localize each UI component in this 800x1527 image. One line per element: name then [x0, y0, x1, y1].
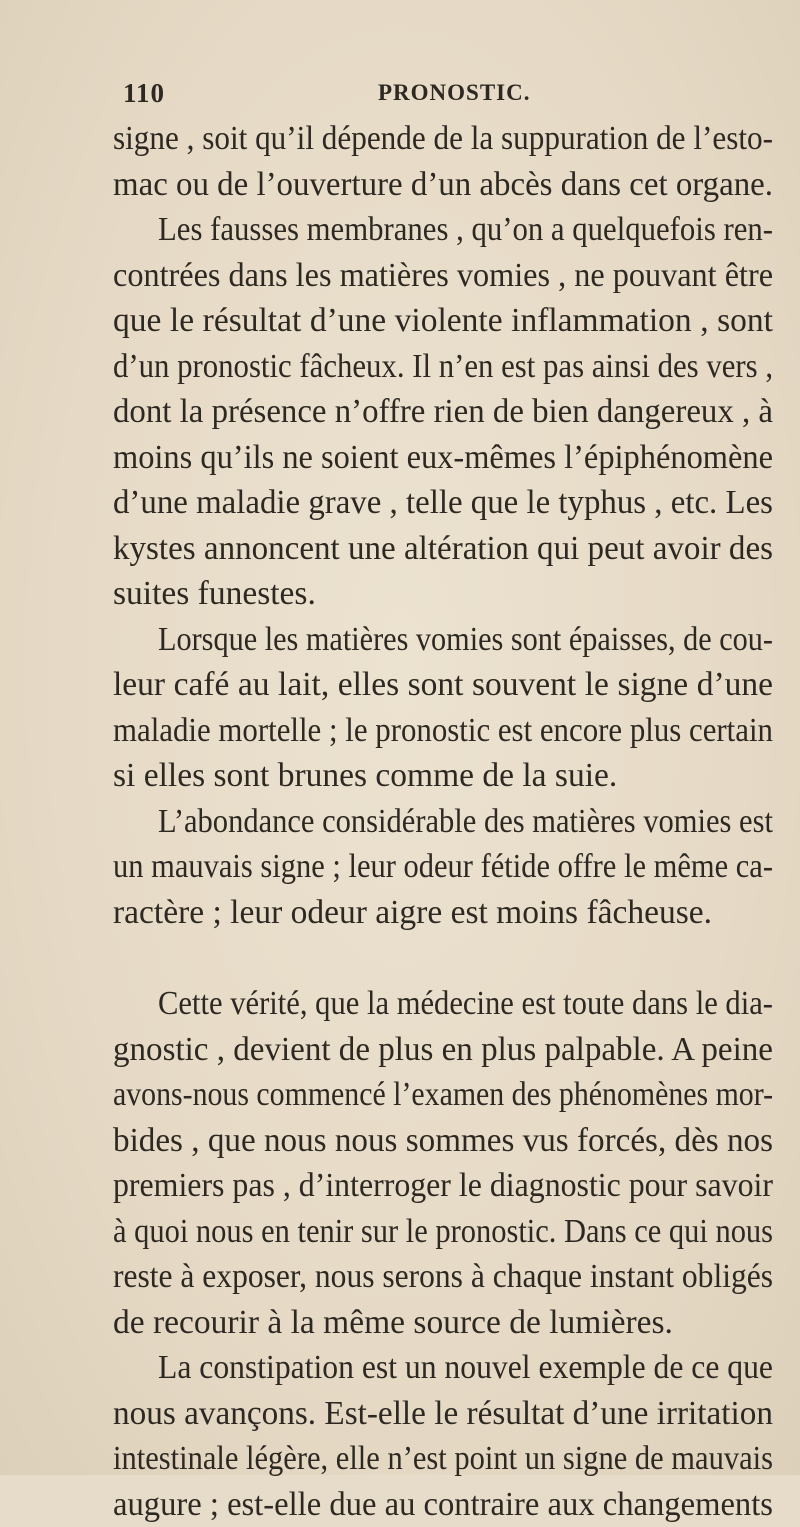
- paragraph-2: [113, 207, 773, 617]
- text-line: reste à exposer, nous serons à chaque instant obligés: [113, 1254, 773, 1300]
- paragraph-5: [113, 981, 773, 1345]
- text-line: d’une maladie grave , telle que le typhus , etc. Les: [113, 480, 773, 526]
- page-header: [111, 78, 711, 112]
- running-title: PRONOSTIC.: [378, 80, 531, 106]
- text-line: moins qu’ils ne soient eux-mêmes l’épiphénomène: [113, 435, 773, 481]
- text-line: gnostic , devient de plus en plus palpable. A peine: [113, 1027, 773, 1073]
- paragraph-4: [113, 799, 773, 936]
- text-line: un mauvais signe ; leur odeur fétide offre le même ca-: [113, 844, 773, 890]
- text-line: mac ou de l’ouverture d’un abcès dans cet organe.: [113, 162, 773, 208]
- text-line: nous avançons. Est-elle le résultat d’une irritation: [113, 1391, 773, 1437]
- text-line: dont la présence n’offre rien de bien dangereux , à: [113, 389, 773, 435]
- text-line: contrées dans les matières vomies , ne pouvant être: [113, 253, 773, 299]
- text-line: augure ; est-elle due au contraire aux changements: [113, 1482, 773, 1527]
- section-gap: [113, 935, 773, 981]
- text-line: ractère ; leur odeur aigre est moins fâcheuse.: [113, 890, 773, 936]
- paragraph-1: [113, 116, 773, 207]
- text-line: Lorsque les matières vomies sont épaisses, de cou-: [113, 617, 773, 663]
- text-line: avons-nous commencé l’examen des phénomènes mor-: [113, 1072, 773, 1118]
- text-line: suites funestes.: [113, 571, 773, 617]
- paragraph-6: [113, 1345, 773, 1527]
- text-line: Les fausses membranes , qu’on a quelquefois ren-: [113, 207, 773, 253]
- text-line: si elles sont brunes comme de la suie.: [113, 753, 773, 799]
- text-line: leur café au lait, elles sont souvent le signe d’une: [113, 662, 773, 708]
- text-line: premiers pas , d’interroger le diagnostic pour savoir: [113, 1163, 773, 1209]
- text-line: La constipation est un nouvel exemple de ce que: [113, 1345, 773, 1391]
- paragraph-3: [113, 617, 773, 799]
- text-line: L’abondance considérable des matières vomies est: [113, 799, 773, 845]
- text-line: que le résultat d’une violente inflammation , sont: [113, 298, 773, 344]
- text-line: signe , soit qu’il dépende de la suppuration de l’esto-: [113, 116, 773, 162]
- text-line: de recourir à la même source de lumières.: [113, 1300, 773, 1346]
- page-number: 110: [123, 78, 165, 109]
- text-line: Cette vérité, que la médecine est toute dans le dia-: [113, 981, 773, 1027]
- text-line: à quoi nous en tenir sur le pronostic. Dans ce qui nous: [113, 1209, 773, 1255]
- text-line: bides , que nous nous sommes vus forcés, dès nos: [113, 1118, 773, 1164]
- text-line: d’un pronostic fâcheux. Il n’en est pas ainsi des vers ,: [113, 344, 773, 390]
- text-line: intestinale légère, elle n’est point un signe de mauvais: [113, 1436, 773, 1482]
- body-text: [113, 116, 773, 1527]
- text-line: kystes annoncent une altération qui peut avoir des: [113, 526, 773, 572]
- text-line: maladie mortelle ; le pronostic est encore plus certain: [113, 708, 773, 754]
